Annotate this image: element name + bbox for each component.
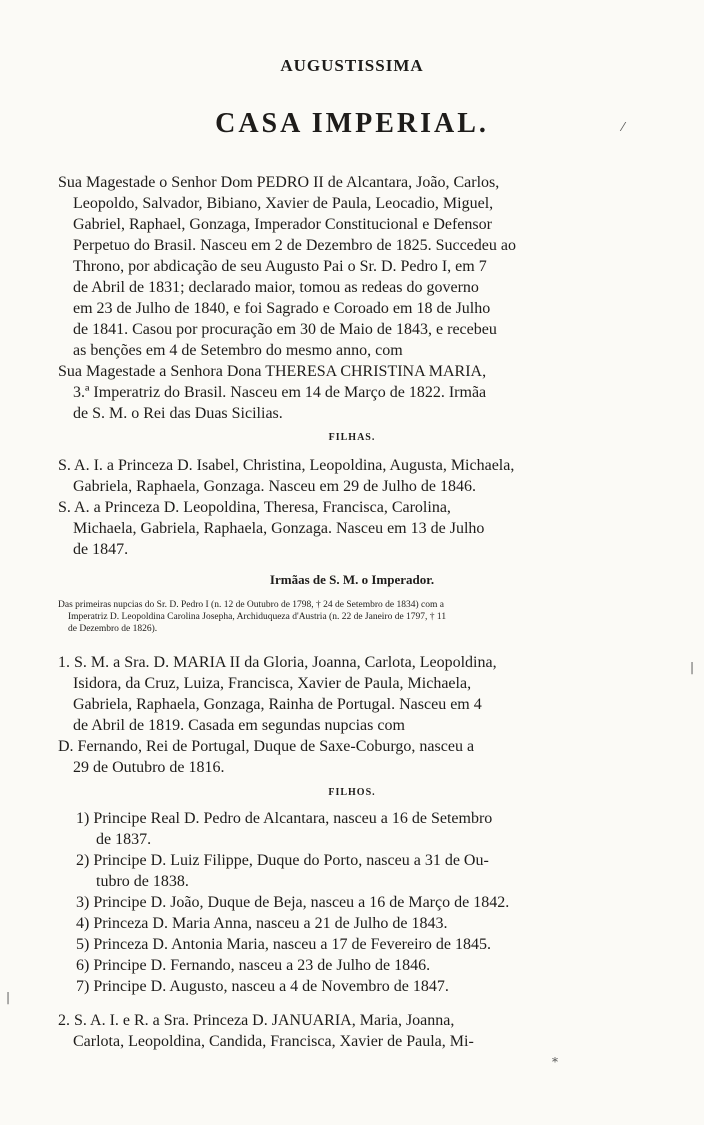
body-line: 3.ª Imperatriz do Brasil. Nasceu em 14 de Março de 1822. Irmãa bbox=[73, 384, 487, 401]
margin-mark: ⁄ bbox=[622, 120, 625, 134]
body-line: Leopoldo, Salvador, Bibiano, Xavier de Paula, Leocadio, Miguel, bbox=[73, 195, 494, 212]
body-line: Sua Magestade o Senhor Dom PEDRO II de Alcantara, João, Carlos, bbox=[58, 174, 500, 191]
filho-line: 1) Principe Real D. Pedro de Alcantara, nasceu a 16 de Setembro bbox=[76, 810, 493, 827]
irmaa-line: Gabriela, Raphaela, Gonzaga, Rainha de Portugal. Nasceu em 4 bbox=[73, 696, 482, 713]
irmaa-line: D. Fernando, Rei de Portugal, Duque de Saxe-Coburgo, nasceu a bbox=[58, 738, 475, 755]
printer-mark: * bbox=[552, 1055, 558, 1069]
filho-line: 2) Principe D. Luiz Filippe, Duque do Porto, nasceu a 31 de Ou- bbox=[76, 852, 489, 869]
filhas-line: S. A. I. a Princeza D. Isabel, Christina, Leopoldina, Augusta, Michaela, bbox=[58, 457, 515, 474]
body-line: as benções em 4 de Setembro do mesmo anno, com bbox=[73, 342, 403, 359]
body-line: Throno, por abdicação de seu Augusto Pai o Sr. D. Pedro I, em 7 bbox=[73, 258, 487, 275]
footnote-line: Imperatriz D. Leopoldina Carolina Josepha, Archiduqueza d'Austria (n. 22 de Janeiro de 1797, † 11 bbox=[68, 612, 447, 622]
body-line: Perpetuo do Brasil. Nasceu em 2 de Dezembro de 1825. Succedeu ao bbox=[73, 237, 516, 254]
filho-line: 7) Principe D. Augusto, nasceu a 4 de Novembro de 1847. bbox=[76, 978, 449, 995]
body-line: de S. M. o Rei das Duas Sicilias. bbox=[73, 405, 283, 422]
irmaa2-line: Carlota, Leopoldina, Candida, Francisca, Xavier de Paula, Mi- bbox=[73, 1033, 474, 1050]
margin-mark: | bbox=[690, 660, 695, 674]
irmaa-line: Isidora, da Cruz, Luiza, Francisca, Xavier de Paula, Michaela, bbox=[73, 675, 472, 692]
filhas-line: Gabriela, Raphaela, Gonzaga. Nasceu em 29 de Julho de 1846. bbox=[73, 478, 476, 495]
filhas-line: Michaela, Gabriela, Raphaela, Gonzaga. Nasceu em 13 de Julho bbox=[73, 520, 485, 537]
filho-line: 3) Principe D. João, Duque de Beja, nasceu a 16 de Março de 1842. bbox=[76, 894, 510, 911]
margin-mark: | bbox=[6, 990, 11, 1004]
filho-line: 4) Princeza D. Maria Anna, nasceu a 21 de Julho de 1843. bbox=[76, 915, 448, 932]
filho-line: tubro de 1838. bbox=[96, 873, 189, 890]
footnote-line: de Dezembro de 1826). bbox=[68, 624, 158, 634]
body-line: em 23 de Julho de 1840, e foi Sagrado e Coroado em 18 de Julho bbox=[73, 300, 491, 317]
filhas-line: de 1847. bbox=[73, 541, 129, 558]
section-heading-filhas: FILHAS. bbox=[328, 432, 376, 443]
page-title: AUGUSTISSIMA bbox=[280, 56, 424, 75]
body-line: de Abril de 1831; declarado maior, tomou as redeas do governo bbox=[73, 279, 479, 296]
footnote-line: Das primeiras nupcias do Sr. D. Pedro I (n. 12 de Outubro de 1798, † 24 de Setembro de 1834) com a bbox=[58, 600, 444, 610]
irmaa-line: de Abril de 1819. Casada em segundas nupcias com bbox=[73, 717, 405, 734]
body-line: Gabriel, Raphael, Gonzaga, Imperador Constitucional e Defensor bbox=[73, 216, 492, 233]
body-line: de 1841. Casou por procuração em 30 de Maio de 1843, e recebeu bbox=[73, 321, 497, 338]
filhas-line: S. A. a Princeza D. Leopoldina, Theresa, Francisca, Carolina, bbox=[58, 499, 451, 516]
filho-line: 5) Princeza D. Antonia Maria, nasceu a 17 de Fevereiro de 1845. bbox=[76, 936, 491, 953]
irmaa2-line: 2. S. A. I. e R. a Sra. Princeza D. JANUARIA, Maria, Joanna, bbox=[58, 1012, 455, 1029]
section-heading-irmaas: Irmãas de S. M. o Imperador. bbox=[269, 572, 435, 587]
body-line: Sua Magestade a Senhora Dona THERESA CHRISTINA MARIA, bbox=[58, 363, 487, 380]
section-heading-filhos: FILHOS. bbox=[328, 787, 376, 798]
irmaa-line: 1. S. M. a Sra. D. MARIA II da Gloria, Joanna, Carlota, Leopoldina, bbox=[58, 654, 497, 671]
filho-line: 6) Principe D. Fernando, nasceu a 23 de Julho de 1846. bbox=[76, 957, 431, 974]
filho-line: de 1837. bbox=[96, 831, 152, 848]
irmaa-line: 29 de Outubro de 1816. bbox=[73, 759, 225, 776]
page-subtitle: CASA IMPERIAL. bbox=[215, 108, 489, 139]
